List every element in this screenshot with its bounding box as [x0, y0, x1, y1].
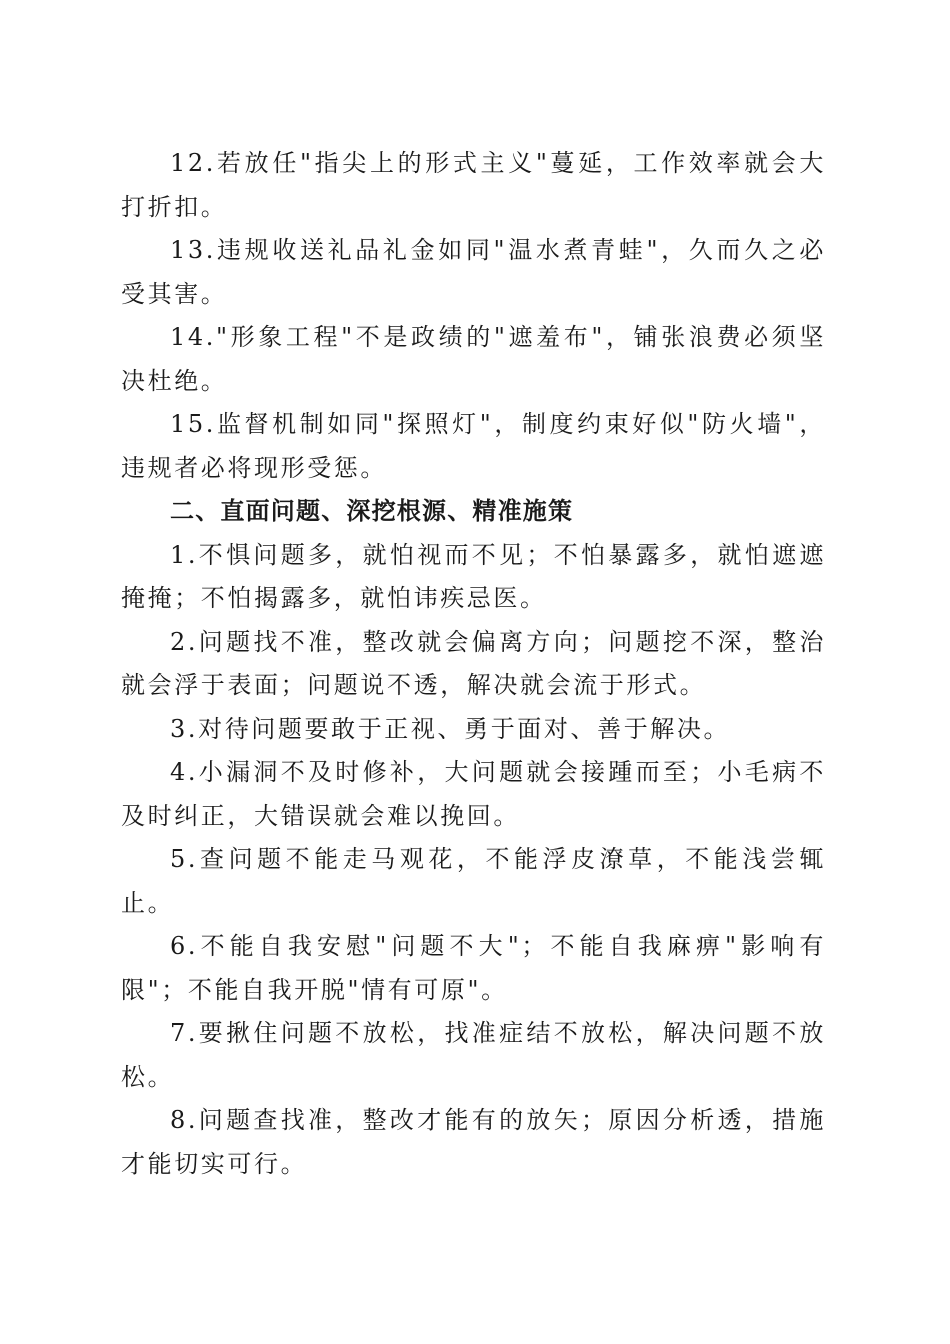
- list-item-2: 2.问题找不准，整改就会偏离方向；问题挖不深，整治就会浮于表面；问题说不透，解决就会流于形式。: [121, 627, 826, 699]
- list-item-1: 1.不惧问题多，就怕视而不见；不怕暴露多，就怕遮遮掩掩；不怕揭露多，就怕讳疾忌医。: [121, 540, 826, 612]
- list-item-4: 4.小漏洞不及时修补，大问题就会接踵而至；小毛病不及时纠正，大错误就会难以挽回。: [121, 758, 826, 830]
- document-body: [121, 142, 826, 1186]
- list-item-14: 14."形象工程"不是政绩的"遮羞布"，铺张浪费必须坚决杜绝。: [121, 323, 826, 395]
- list-item-12: 12.若放任"指尖上的形式主义"蔓延，工作效率就会大打折扣。: [121, 149, 826, 221]
- section-heading: 二、直面问题、深挖根源、精准施策: [170, 497, 574, 525]
- list-item-6: 6.不能自我安慰"问题不大"；不能自我麻痹"影响有限"；不能自我开脱"情有可原"。: [121, 932, 826, 1004]
- list-item-15: 15.监督机制如同"探照灯"，制度约束好似"防火墙"，违规者必将现形受惩。: [121, 410, 826, 482]
- list-item-8: 8.问题查找准，整改才能有的放矢；原因分析透，措施才能切实可行。: [121, 1106, 826, 1178]
- list-item-5: 5.查问题不能走马观花，不能浮皮潦草，不能浅尝辄止。: [121, 845, 826, 917]
- list-item-7: 7.要揪住问题不放松，找准症结不放松，解决问题不放松。: [121, 1019, 826, 1091]
- list-item-13: 13.违规收送礼品礼金如同"温水煮青蛙"，久而久之必受其害。: [121, 236, 826, 308]
- list-item-3: 3.对待问题要敢于正视、勇于面对、善于解决。: [170, 714, 731, 743]
